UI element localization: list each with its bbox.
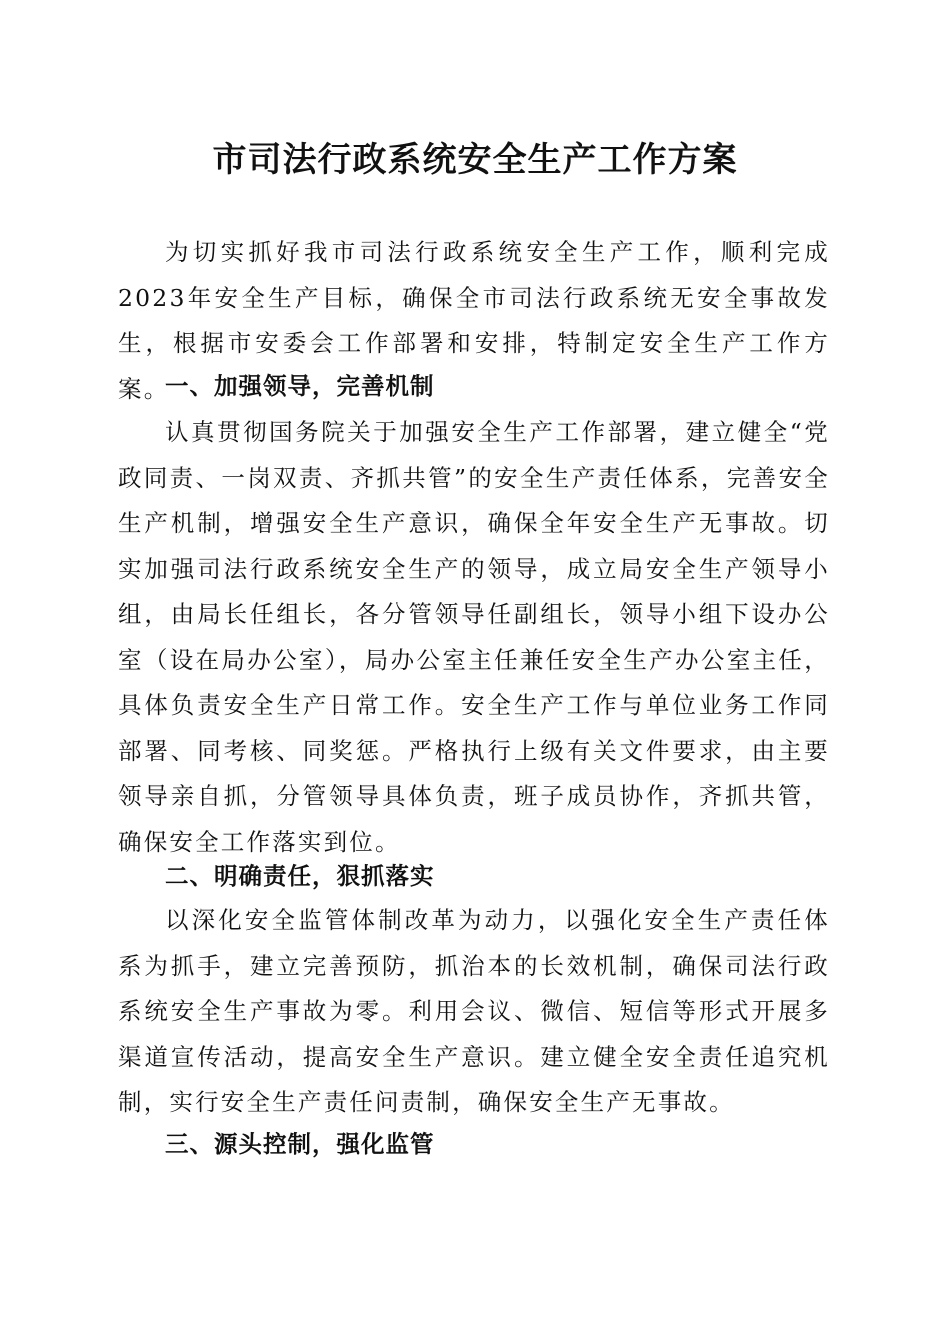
section-heading-2: 二、明确责任，狠抓落实 — [165, 862, 435, 890]
section-body-2: 以深化安全监管体制改革为动力，以强化安全生产责任体系为抓手，建立完善预防，抓治本的长效机制，确保司法行政系统安全生产事故为零。利用会议、微信、短信等形式开展多渠道宣传活动，提高安全生产意识。建立健全安全责任追究机制，实行安全生产责任问责制，确保安全生产无事故。 — [118, 906, 830, 1116]
section-heading-3: 三、源头控制，强化监管 — [165, 1130, 435, 1158]
section-body-1: 认真贯彻国务院关于加强安全生产工作部署，建立健全“党政同责、一岗双责、齐抓共管”的安全生产责任体系，完善安全生产机制，增强安全生产意识，确保全年安全生产无事故。切实加强司法行政系统安全生产的领导，成立局安全生产领导小组，由局长任组长，各分管领导任副组长，领导小组下设办公室（设在局办公室），局办公室主任兼任安全生产办公室主任，具体负责安全生产日常工作。安全生产工作与单位业务工作同部署、同考核、同奖惩。严格执行上级有关文件要求，由主要领导亲自抓，分管领导具体负责，班子成员协作，齐抓共管，确保安全工作落实到位。 — [118, 418, 830, 856]
intro-paragraph: 为切实抓好我市司法行政系统安全生产工作，顺利完成2023年安全生产目标，确保全市司法行政系统无安全事故发生，根据市安委会工作部署和安排，特制定安全生产工作方案。 — [118, 238, 830, 403]
section-heading-1: 一、加强领导，完善机制 — [165, 372, 435, 400]
document-title: 市司法行政系统安全生产工作方案 — [212, 140, 738, 180]
